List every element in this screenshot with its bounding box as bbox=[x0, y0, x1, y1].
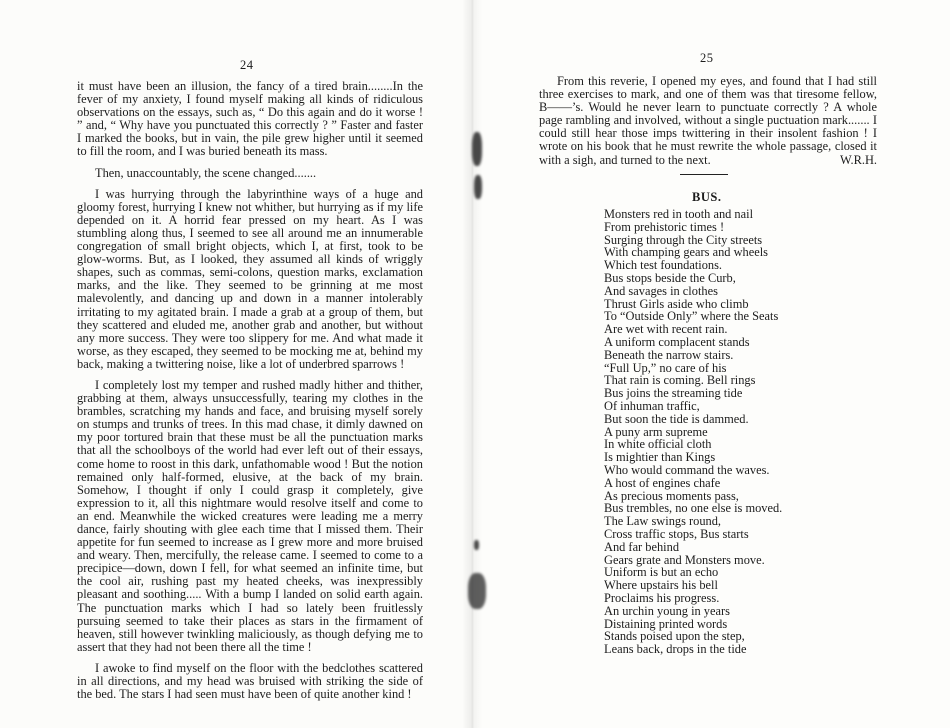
poem bbox=[604, 208, 864, 656]
poem-line: Uniform is but an echo bbox=[604, 565, 719, 580]
section-divider bbox=[680, 174, 728, 175]
poem-line: “Full Up,” no care of his bbox=[604, 360, 727, 375]
poem-line: Monsters red in tooth and nail bbox=[604, 207, 754, 221]
poem-line: Bus joins the streaming tide bbox=[604, 386, 743, 401]
poem-line: That rain is coming. Bell rings bbox=[604, 373, 756, 388]
poem-line: Is mightier than Kings bbox=[604, 450, 716, 465]
left-page bbox=[0, 0, 470, 728]
poem-line: Leans back, drops in the tide bbox=[604, 642, 747, 657]
paragraph: I awoke to find myself on the floor with the bedclothes scattered in all directions, and my head was bruised with striking the side of the bed. The stars I had seen must have been of quite another kind ! bbox=[77, 660, 423, 702]
right-page-text bbox=[539, 75, 877, 167]
poem-line: Beneath the narrow stairs. bbox=[604, 347, 734, 362]
poem-line: Bus trembles, no one else is moved. bbox=[604, 501, 783, 516]
poem-line: A puny arm supreme bbox=[604, 424, 708, 439]
poem-line: Where upstairs his bell bbox=[604, 578, 718, 593]
poem-line: Thrust Girls aside who climb bbox=[604, 296, 749, 311]
poem-line: With champing gears and wheels bbox=[604, 245, 768, 260]
ink-blot bbox=[468, 573, 486, 609]
left-page-text bbox=[77, 80, 423, 709]
paragraph: it must have been an illusion, the fancy of a tired brain........In the fever of my anxiety, I found myself making all kinds of ridiculous observations on the essays, such as, “ Do this again and do it worse ! ” and, “ Why have you punctuated this correctly ? ” Faster and faster I marked the books, but in vain, the pile grew higher until it seemed to fill the room, and I was buried beneath its mass. bbox=[77, 79, 423, 159]
poem-line: But soon the tide is dammed. bbox=[604, 411, 749, 426]
poem-line: A host of engines chafe bbox=[604, 475, 721, 490]
paragraph: I completely lost my temper and rushed madly hither and thither, grabbing at them, always unsuccessfully, tearing my clothes in the brambles, scratching my hands and face, and bruising myself sorely on stumps and trunks of trees. In this mad chase, it dimly dawned on my poor tortured brain that these must be all the punctuation marks that all the schoolboys of the world had ever left out of their essays, come home to roost in this dark, unfathomable wood ! But the notion remained only half-formed, elusive, at the back of my brain. Somehow, I thought if only I could grasp it completely, give expression to it, all this nightmare would resolve itself and come to an end. Meanwhile the wicked creatures were leading me a merry dance, fairly shouting with glee each time that I missed them. Their appetite for fun seemed to increase as I grew more and more bruised and weary. Then, mercifully, the release came. I seemed to come to a precipice—down, down I fell, for what seemed an infinite time, but the cool air, rushing past my heated cheeks, was inexpressibly pleasant and soothing..... With a bump I landed on solid earth again. The punctuation marks which I had so lately been fruitlessly pursuing seemed to take their places as stars in the firmament of heaven, still however twinkling maliciously, as though defying me to assert that they had not been there all the time ! bbox=[77, 377, 423, 654]
poem-line: Cross traffic stops, Bus starts bbox=[604, 526, 749, 541]
poem-line: Of inhuman traffic, bbox=[604, 398, 700, 413]
poem-title: BUS. bbox=[692, 190, 722, 204]
poem-line: To “Outside Only” where the Seats bbox=[604, 309, 779, 324]
poem-line: Stands poised upon the step, bbox=[604, 629, 745, 644]
poem-line: And savages in clothes bbox=[604, 283, 718, 298]
poem-line: Are wet with recent rain. bbox=[604, 322, 728, 337]
poem-line: Proclaims his progress. bbox=[604, 590, 720, 605]
poem-line: And far behind bbox=[604, 539, 680, 554]
page-number-right: 25 bbox=[700, 51, 714, 65]
poem-line: The Law swings round, bbox=[604, 514, 722, 529]
ink-blot bbox=[474, 175, 482, 199]
page-gutter bbox=[462, 0, 482, 728]
poem-line: From prehistoric times ! bbox=[604, 219, 725, 234]
poem-line: An urchin young in years bbox=[604, 603, 730, 618]
ink-blot bbox=[474, 540, 479, 550]
poem-line: Who would command the waves. bbox=[604, 462, 770, 477]
poem-line: Distaining printed words bbox=[604, 616, 728, 631]
poem-line: Which test foundations. bbox=[604, 258, 723, 273]
poem-line: A uniform complacent stands bbox=[604, 334, 750, 349]
paragraph: I was hurrying through the labyrinthine ways of a huge and gloomy forest, hurrying I knew not whither, but hurrying as if my life depended on it. A horrid fear pressed on my heart. As I was stumbling along thus, I seemed to see all around me an innumerable congregation of small bright objects, which I, at first, took to be glow-worms. But, as I looked, they assumed all kinds of wriggly shapes, such as commas, semi-colons, question marks, exclamation marks, and the like. They seemed to be grinning at me most malevolently, and dancing up and down in a manner intolerably irritating to my agitated brain. I made a grab at a group of them, but they scattered and eluded me, another grab and another, but without any more success. They were too slippery for me. And what made it worse, as they escaped, they seemed to be mocking me at, behind my back, making a twittering noise, like a lot of underbred sparrows ! bbox=[77, 186, 423, 371]
poem-line: Surging through the City streets bbox=[604, 232, 763, 247]
page-number-left: 24 bbox=[240, 58, 254, 72]
poem-line: Bus stops beside the Curb, bbox=[604, 270, 736, 285]
poem-line: As precious moments pass, bbox=[604, 488, 739, 503]
paragraph: From this reverie, I opened my eyes, and found that I had still three exercises to mark, and one of them was that tiresome fellow, B——’s. Would he never learn to punctuate correctly ? A whole page rambling and involved, without a single puctuation mark....... I could still hear those imps twittering in their insolent fashion ! I wrote on his book that he must rewrite the whole passage, closed it with a sigh, and turned to the next. bbox=[539, 74, 877, 167]
paragraph: Then, unaccountably, the scene changed....... bbox=[95, 165, 317, 180]
author-signature: W.R.H. bbox=[839, 152, 877, 167]
ink-blot bbox=[472, 132, 482, 166]
poem-line: In white official cloth bbox=[604, 437, 712, 452]
poem-line: Gears grate and Monsters move. bbox=[604, 552, 765, 567]
